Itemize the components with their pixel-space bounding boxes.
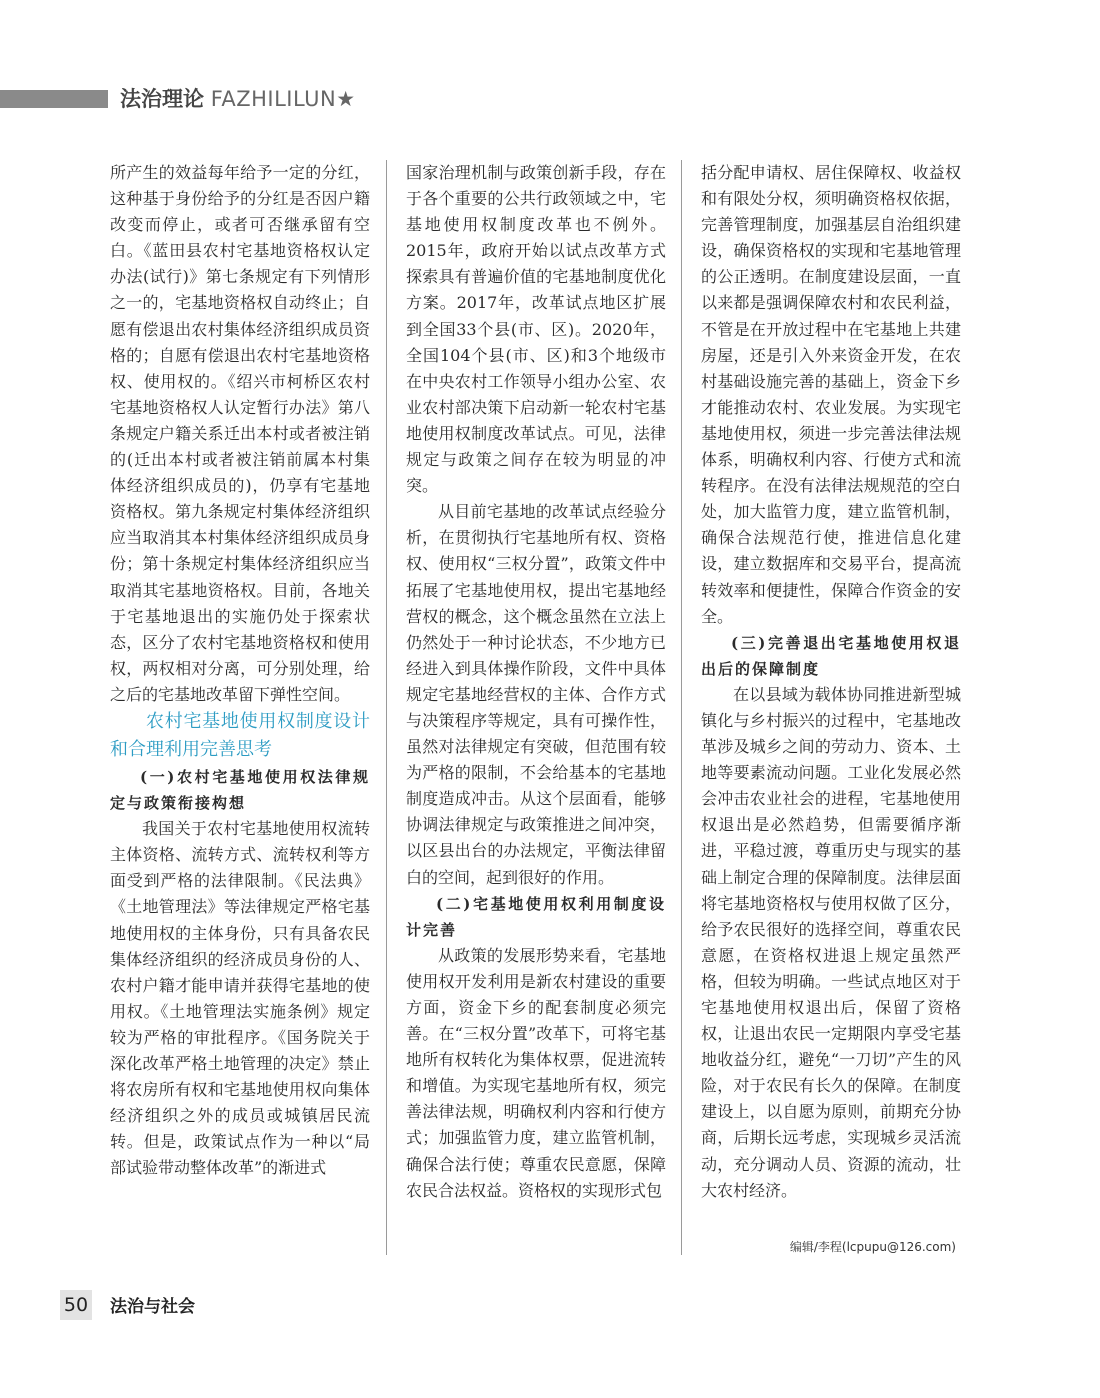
column-2: [406, 160, 666, 1204]
column-divider: [681, 160, 682, 1255]
column-1: [110, 160, 370, 1181]
editor-credit: 编辑/李程(lcpupu@126.com): [789, 1240, 956, 1254]
section-name-en: FAZHILILUN★: [210, 87, 356, 111]
section-name-cn: 法治理论: [120, 87, 204, 111]
paragraph: 括分配申请权、居住保障权、收益权和有限处分权，须明确资格权依据，完善管理制度，加强基层自治组织建设，确保资格权的实现和宅基地管理的公正透明。在制度建设层面，一直以来都是强调保障农村和农民利益，不管是在开放过程中在宅基地上共建房屋，还是引入外来资金开发，在农村基础设施完善的基础上，资金下乡才能推动农村、农业发展。为实现宅基地使用权，须进一步完善法律法规体系，明确权利内容、行使方式和流转程序。在没有法律法规规范的空白处，加大监管力度，建立监管机制，确保合法规范行使，推进信息化建设，建立数据库和交易平台，提高流转效率和便捷性，保障合作资金的安全。: [701, 163, 961, 626]
magazine-title: 法治与社会: [110, 1297, 195, 1317]
column-3: [701, 160, 961, 1204]
header-bar: [0, 90, 108, 108]
paragraph: 从政策的发展形势来看，宅基地使用权开发利用是新农村建设的重要方面，资金下乡的配套制度必须完善。在“三权分置”改革下，可将宅基地所有权转化为集体权票，促进流转和增值。为实现宅基地所有权，须完善法律法规，明确权利内容和行使方式；加强监管力度，建立监管机制，确保合法行使；尊重农民意愿，保障农民合法权益。资格权的实现形式包: [406, 945, 666, 1200]
paragraph: 我国关于农村宅基地使用权流转主体资格、流转方式、流转权利等方面受到严格的法律限制。《民法典》《土地管理法》等法律规定严格宅基地使用权的主体身份，只有具备农民集体经济组织的经济成员身份的人、农村户籍才能申请并获得宅基地的使用权。《土地管理法实施条例》规定较为严格的审批程序。《国务院关于深化改革严格土地管理的决定》禁止将农房所有权和宅基地使用权向集体经济组织之外的成员或城镇居民流转。但是，政策试点作为一种以“局部试验带动整体改革”的渐进式: [110, 819, 370, 1178]
page-number: 50: [60, 1290, 92, 1320]
subsection-title: (三)完善退出宅基地使用权退出后的保障制度: [701, 633, 961, 678]
paragraph: 在以县域为载体协同推进新型城镇化与乡村振兴的过程中，宅基地改革涉及城乡之间的劳动力、资本、土地等要素流动问题。工业化发展必然会冲击农业社会的进程，宅基地使用权退出是必然趋势，但需要循序渐进，平稳过渡，尊重历史与现实的基础上制定合理的保障制度。法律层面将宅基地资格权与使用权做了区分，给予农民很好的选择空间，尊重农民意愿，在资格权进退上规定虽然严格，但较为明确。一些试点地区对于宅基地使用权退出后，保留了资格权，让退出农民一定期限内享受宅基地收益分红，避免“一刀切”产生的风险，对于农民有长久的保障。在制度建设上，以自愿为原则，前期充分协商，后期长远考虑，实现城乡灵活流动，充分调动人员、资源的流动，壮大农村经济。: [701, 684, 961, 1200]
subsection-title: (一)农村宅基地使用权法律规定与政策衔接构想: [110, 767, 370, 813]
section-header: [120, 86, 356, 112]
paragraph: 所产生的效益每年给予一定的分红，这种基于身份给予的分红是否因户籍改变而停止，或者可否继承留有空白。《蓝田县农村宅基地资格权认定办法(试行)》第七条规定有下列情形之一的，宅基地资格权自动终止；自愿有偿退出农村集体经济组织成员资格的；自愿有偿退出农村宅基地资格权、使用权的。《绍兴市柯桥区农村宅基地资格权人认定暂行办法》第八条规定户籍关系迁出本村或者被注销的(迁出本村或者被注销前属本村集体经济组织成员的)，仍享有宅基地资格权。第九条规定村集体经济组织应当取消其本村集体经济组织成员身份；第十条规定村集体经济组织应当取消其宅基地资格权。目前，各地关于宅基地退出的实施仍处于探索状态，区分了农村宅基地资格权和使用权，两权相对分离，可分别处理，给之后的宅基地改革留下弹性空间。: [110, 163, 370, 704]
section-title: 农村宅基地使用权制度设计和合理利用完善思考: [110, 710, 370, 760]
paragraph: 从目前宅基地的改革试点经验分析，在贯彻执行宅基地所有权、资格权、使用权“三权分置”，政策文件中拓展了宅基地使用权，提出宅基地经营权的概念，这个概念虽然在立法上仍然处于一种讨论状态，不少地方已经进入到具体操作阶段，文件中具体规定宅基地经营权的主体、合作方式与决策程序等规定，具有可操作性，虽然对法律规定有突破，但范围有较为严格的限制，不会给基本的宅基地制度造成冲击。从这个层面看，能够协调法律规定与政策推进之间冲突，以区县出台的办法规定，平衡法律留白的空间，起到很好的作用。: [406, 502, 666, 887]
column-divider: [386, 160, 387, 1255]
subsection-title: (二)宅基地使用权利用制度设计完善: [406, 894, 666, 939]
paragraph: 国家治理机制与政策创新手段，存在于各个重要的公共行政领域之中，宅基地使用权制度改革也不例外。2015年，政府开始以试点改革方式探索具有普遍价值的宅基地制度优化方案。2017年，改革试点地区扩展到全国33个县(市、区)。2020年，全国104个县(市、区)和3个地级市在中央农村工作领导小组办公室、农业农村部决策下启动新一轮农村宅基地使用权制度改革试点。可见，法律规定与政策之间存在较为明显的冲突。: [406, 163, 666, 496]
